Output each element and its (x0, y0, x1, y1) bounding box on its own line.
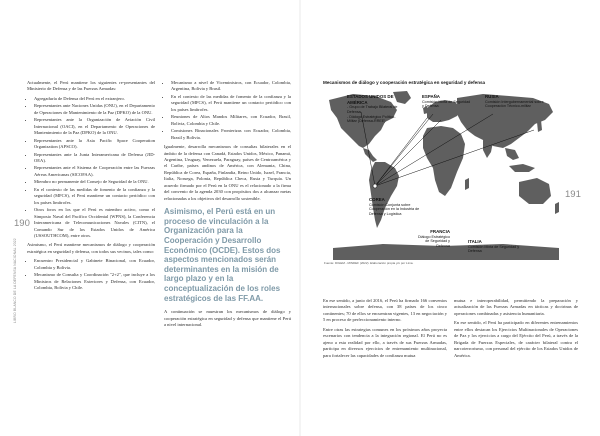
label-korea-line: Comisión Conjunta sobre Cooperación en la Industria de Defensa y Logística (369, 202, 420, 216)
list-item: • Miembro no permanente del Consejo de Seguridad de la ONU. (34, 179, 155, 185)
paragraph: mutua e interoperabilidad, permitiendo la preparación y actualización de las Fuerzas Armadas en tácticas y doctrinas de operaciones combinadas y asistencia humanitaria. (454, 298, 578, 316)
label-france-name: FRANCIA (430, 229, 450, 234)
list-item: • Mecanismo de Consulta y Coordinación "2+2", que incluye a los Ministros de Relaciones Exteriores y Defensa, con Ecuador, Colombia, Bolivia y Chile. (34, 272, 155, 291)
closing-paragraph: A continuación se muestran los mecanismos de diálogo y cooperación estratégica en seguridad y defensa que mantiene el Perú a nivel internacional. (164, 309, 291, 327)
label-italy-name: ITALIA (468, 239, 482, 244)
paragraph: Entre otras las estrategias comunes en los próximos años proyecta escenarios con tendencia a la integración regional. El Perú no es ajeno a esta realidad por ello, a través de sus Fuerzas Armadas, participa en diversos ejercicios de entrenamiento multinacional, para fortalecer las capacidades de confianza mutua (323, 326, 447, 358)
page-number-right: 191 (565, 189, 581, 200)
label-france (416, 229, 450, 249)
label-korea (369, 197, 431, 217)
list-item: • Mecanismo a nivel de Viceministros, con Ecuador, Colombia, Argentina, Bolivia y Brasil. (171, 80, 291, 93)
representatives-list (27, 96, 155, 240)
intro-paragraph: Actualmente, el Perú mantiene los siguientes re-presentantes del Ministerio de Defensa y de las Fuerzas Armadas: (27, 80, 155, 92)
list-item: • Encuentro Presidencial y Gabinete Binacional, con Ecuador, Colombia y Bolivia. (34, 258, 155, 271)
list-item: • Representantes ante la Organización de Aviación Civil Internacional (OACI), en el Departamento de Operaciones de Mantenimiento de la Paz (DPKO) de la ONU. (34, 117, 155, 136)
label-italy (468, 239, 522, 254)
japan (537, 120, 542, 132)
map-title: Mecanismos de diálogo y cooperación estratégica en seguridad y defensa (323, 80, 486, 85)
label-spain (422, 94, 472, 109)
label-spain-line: Comisión Mixta de Seguridad y Defensa (422, 99, 471, 109)
new-zealand (555, 202, 559, 214)
page-number-left: 190 (14, 218, 30, 229)
bilateral-paragraph: Igualmente, desarrolla mecanismos de consultas bilaterales en el ámbito de la defensa con Canadá, Estados Unidos, México, Panamá, Argentina, Uruguay, Venezuela, Paraguay, países de Centroamérica y el Caribe, países andinos de América, con Alemania, China, República de Corea, España, Finlandia, Reino Unido, Israel, Francia, Italia, Noruega, Polonia, República Checa, Rusia y Turquía. Un acuerdo firmado por el Perú en la ONU es el relacionado a la firma del convenio de la agenda 2030 con propósitos dos a alcanzar metas relacionadas a los objetivos del desarrollo sostenible. (164, 144, 291, 201)
list-item: • Agregaduría de Defensa del Perú en el extranjero. (34, 96, 155, 102)
list-item: • En el contexto de las medidas de fomento de la confianza y la seguridad (MFCS), el Perú mantiene un contacto periódico con los países limítrofes. (34, 187, 155, 206)
label-usa-line: - Grupo de Trabajo Bilateral de Defensa (347, 105, 398, 114)
paragraph: En ese sentido, a junio del 2016, el Perú ha firmado 166 convenios internacionales sobre defensa, con 38 países de los cinco continentes; 70 de ellos se encuentran vigentes, 13 en negociación y 5 en proceso de perfeccionamiento interno. (323, 298, 447, 323)
list-item: • En el contexto de las medidas de fomento de la confianza y la seguridad (MFCS), el Perú mantiene un contacto periódico con los países limítrofes. (171, 94, 291, 113)
label-usa-name: ESTADOS UNIDOS DE AMÉRICA (347, 94, 394, 105)
peru-marker (373, 184, 377, 188)
list-item: • Representantes ante la Asia Pacific Space Cooperation Organization (APSCO). (34, 138, 155, 151)
mechanisms-list (27, 258, 155, 291)
list-item: • Comisiones Binacionales Fronterizas con Ecuador, Colombia, Brasil y Bolivia. (171, 128, 291, 141)
right-column-a (323, 298, 447, 362)
left-column-a (27, 80, 155, 295)
india (483, 140, 493, 158)
south-america (369, 162, 399, 228)
madagascar (465, 178, 469, 190)
label-usa (347, 94, 403, 124)
label-russia-name: RUSIA (485, 94, 499, 99)
running-title: LIBRO BLANCO DE LA DEFENSA NACIONAL 2022 (13, 238, 17, 323)
label-korea-name: COREA (369, 197, 385, 202)
mechanisms-list-continued (164, 80, 291, 141)
list-item: • Representantes ante el Sistema de Cooperación entre las Fuerzas Aéreas Americanas (SICOFAA). (34, 165, 155, 178)
label-france-line: Diálogo Estratégico de Seguridad y Defensa (418, 234, 450, 248)
australia (519, 178, 551, 204)
list-item: • Otros foros en los que el Perú es miembro activo, como el Simposio Naval del Pacífico Occidental (WPNS), la Conferencia Interamericana de Telecomunicaciones Navales (CITN), el Comando Sur de los Estados Unidos de América (USSOUTHCOM), entre otros. (34, 207, 155, 239)
label-italy-line: Comisión Mixta de Seguridad y Defensa (468, 244, 520, 254)
pull-quote: Asimismo, el Perú está en un proceso de vinculación a la Organización para la Cooperación y Desarrollo Económico (OCDE). Estos dos aspectos mencionados serán determinantes en la misión de largo plazo y en la conceptualización de los roles estratégicos de las FF.AA. (164, 207, 281, 303)
list-item: • Representantes ante la Junta Interamericana de Defensa (JID-OEA). (34, 152, 155, 165)
list-item: • Reuniones de Altos Mandos Militares, con Ecuador, Brasil, Bolivia, Colombia y Chile. (171, 114, 291, 127)
africa (423, 126, 465, 196)
indonesia (509, 164, 535, 172)
book-gutter (299, 0, 301, 436)
label-russia (485, 94, 545, 109)
southeast-asia (505, 148, 519, 160)
map-source: Fuente: DIGEM - MINDEF (2022). Elaboración propia y/o por Lima. (324, 261, 414, 265)
label-usa-line: - Diálogo Estratégico Político-Militar (Defensa-RREE) (347, 114, 396, 124)
label-spain-name: ESPAÑA (422, 94, 440, 99)
list-item: • Representantes ante Naciones Unidas (ONU), en el Departamento de Operaciones de Mantenimiento de la Paz (DPKO) de la ONU. (34, 103, 155, 116)
label-russia-line: Comisión Intergubernamental sobre Cooperación Técnico-militar (485, 99, 544, 109)
left-column-b (164, 80, 291, 331)
closing-paragraph: Asimismo, el Perú mantiene mecanismos de diálogo y cooperación estratégica en seguridad y defensa, con todos sus vecinos, tales como: (27, 242, 155, 254)
paragraph: En ese sentido, el Perú ha participado en diferentes entrenamientos entre ellos destacan los Ejercicios Multinacionales de Operaciones de Paz y los ejercicios a cargo del Ejército del Perú, a través de la Brigada de Fuerzas Especiales, de carácter bilateral contra el narcoterrorismo, con personal del ejército de los Estados Unidos de América. (454, 320, 578, 358)
right-column-b (454, 298, 578, 362)
